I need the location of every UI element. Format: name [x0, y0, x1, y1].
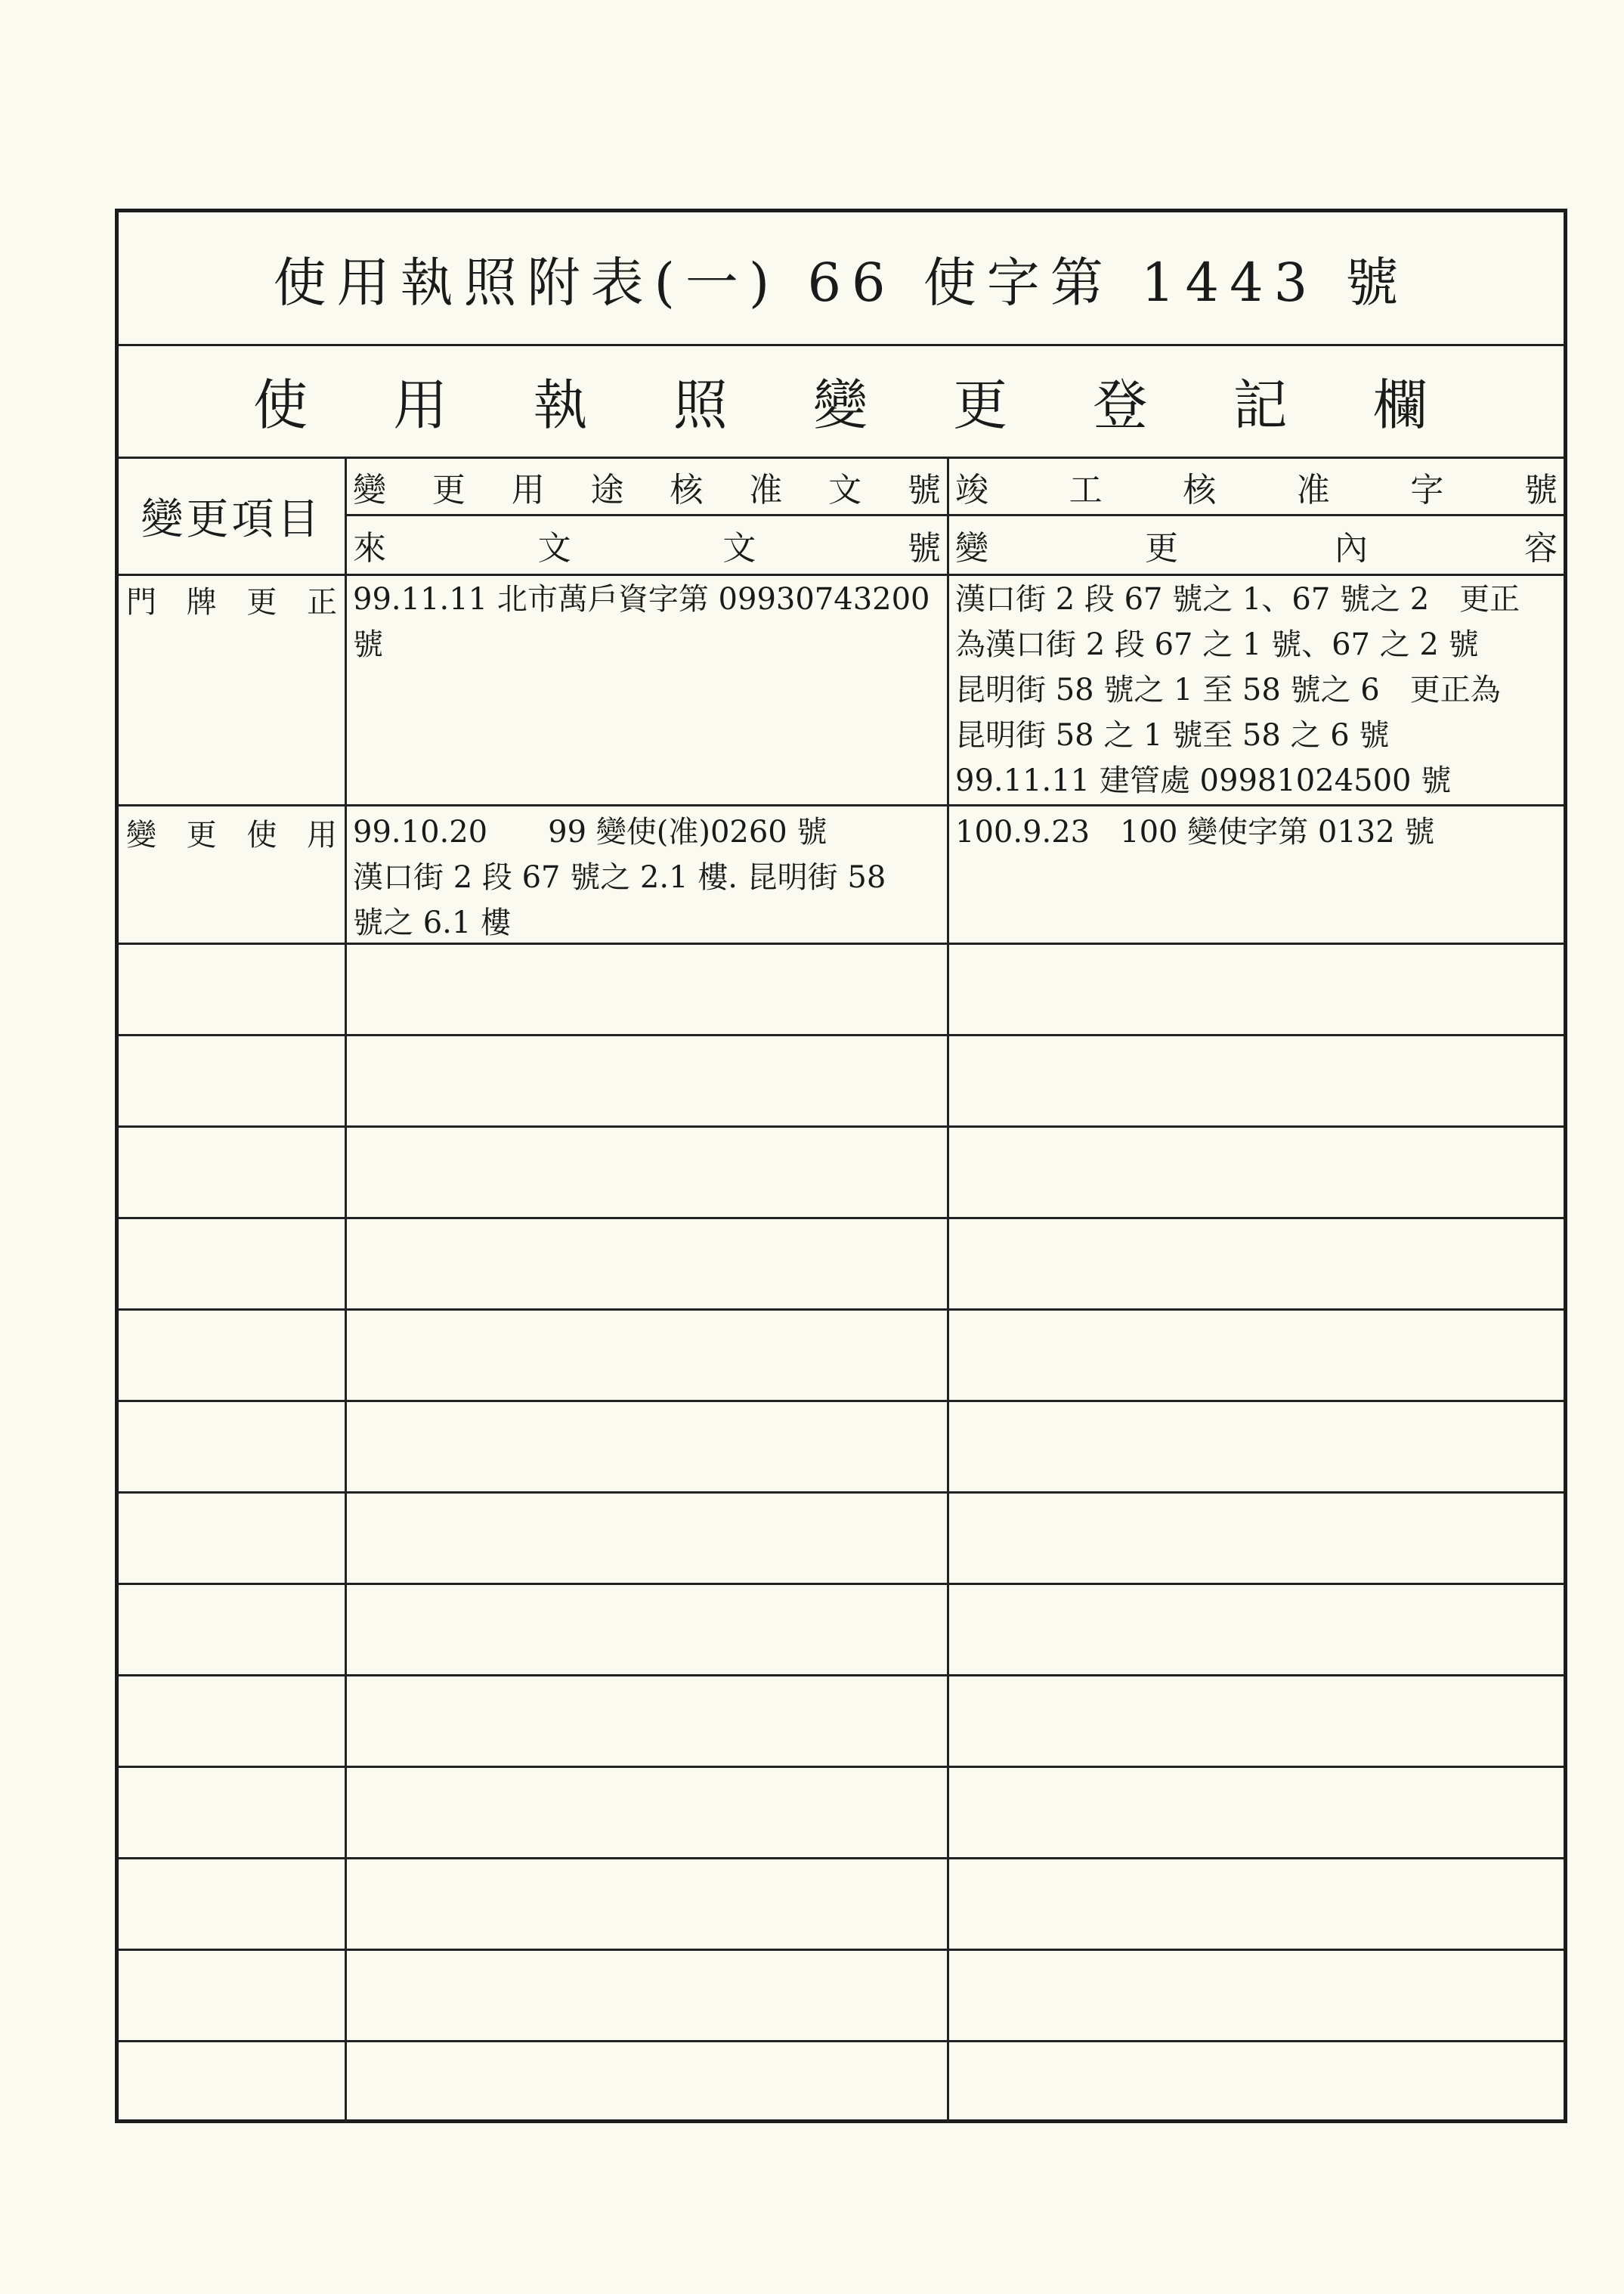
- header-char: 內: [1335, 529, 1368, 568]
- empty-row: [119, 1951, 1564, 2042]
- header-char: 號: [907, 529, 941, 568]
- empty-row: [119, 1494, 1564, 1585]
- row-change-content: 100.9.23 100 變使字第 0132 號: [955, 815, 1435, 850]
- header-change-item: 變更項目: [119, 459, 347, 574]
- empty-row: [119, 1676, 1564, 1768]
- subtitle-char: 變: [812, 373, 868, 437]
- subtitle-char: 登: [1093, 373, 1148, 437]
- item-char: 更: [186, 818, 217, 853]
- item-char: 正: [306, 585, 337, 620]
- header-char: 途: [590, 470, 624, 509]
- subtitle-char: 欄: [1372, 373, 1428, 437]
- header-char: 用: [511, 470, 545, 509]
- empty-row: [119, 1219, 1564, 1311]
- header-char: 准: [749, 470, 783, 509]
- empty-row: [119, 1128, 1564, 1219]
- row-item: [119, 806, 347, 943]
- item-char: 門: [126, 585, 156, 620]
- header-char: 竣: [955, 470, 988, 509]
- table-header: [119, 459, 1564, 576]
- header-char: 文: [722, 529, 756, 568]
- row-change-content: 漢口街 2 段 67 號之 1、67 號之 2 更正 為漢口街 2 段 67 之 1 號、67 之 2 號 昆明街 58 號之 1 至 58 號之 6 更正為 昆明街 58 之 1 號至 58 之 6 號 99.11.11 建管處 09981024500 號: [955, 582, 1520, 798]
- empty-row: [119, 1585, 1564, 1676]
- header-char: 容: [1524, 529, 1557, 568]
- row-doc-no: 99.10.20 99 變使(准)0260 號 漢口街 2 段 67 號之 2.1 樓. 昆明街 58 號之 6.1 樓: [347, 806, 949, 943]
- subtitle-char: 使: [253, 373, 308, 437]
- header-char: 文: [537, 529, 571, 568]
- item-char: 使: [246, 818, 277, 853]
- header-char: 號: [1523, 470, 1557, 509]
- header-char: 變: [955, 529, 988, 568]
- empty-row: [119, 2042, 1564, 2123]
- header-change-content: [949, 516, 1564, 574]
- license-form: [115, 209, 1567, 2123]
- header-char: 准: [1296, 470, 1330, 509]
- header-char: 核: [670, 470, 704, 509]
- empty-row: [119, 1402, 1564, 1494]
- header-char: 核: [1183, 470, 1217, 509]
- table-row: [119, 806, 1564, 945]
- row-item: [119, 574, 347, 804]
- subtitle-char: 用: [393, 373, 448, 437]
- item-char: 變: [126, 818, 156, 853]
- item-char: 牌: [186, 585, 217, 620]
- empty-row: [119, 945, 1564, 1036]
- subtitle-char: 照: [673, 373, 728, 437]
- header-char: 號: [907, 470, 941, 509]
- item-char: 更: [246, 585, 277, 620]
- subtitle-char: 更: [953, 373, 1008, 437]
- header-char: 來: [353, 529, 386, 568]
- header-char: 更: [1145, 529, 1178, 568]
- subtitle-char: 執: [533, 373, 588, 437]
- header-char: 文: [828, 470, 862, 509]
- empty-row: [119, 1311, 1564, 1402]
- header-char: 更: [432, 470, 466, 509]
- header-char: 字: [1410, 470, 1444, 509]
- subtitle-char: 記: [1233, 373, 1288, 437]
- row-doc-no: 99.11.11 北市萬戶資字第 09930743200 號: [347, 574, 949, 804]
- header-completion-approval-no: [949, 459, 1564, 516]
- header-char: 工: [1069, 470, 1103, 509]
- header-approval-doc-no: [347, 459, 949, 516]
- item-char: 用: [306, 818, 337, 853]
- empty-row: [119, 1768, 1564, 1859]
- form-subtitle: [119, 344, 1564, 459]
- empty-row: [119, 1859, 1564, 1951]
- empty-row: [119, 1036, 1564, 1128]
- header-incoming-doc-no: [347, 516, 949, 574]
- form-title: 使用執照附表(一) 66 使字第 1443 號: [119, 212, 1564, 346]
- table-row: [119, 574, 1564, 806]
- header-char: 變: [353, 470, 386, 509]
